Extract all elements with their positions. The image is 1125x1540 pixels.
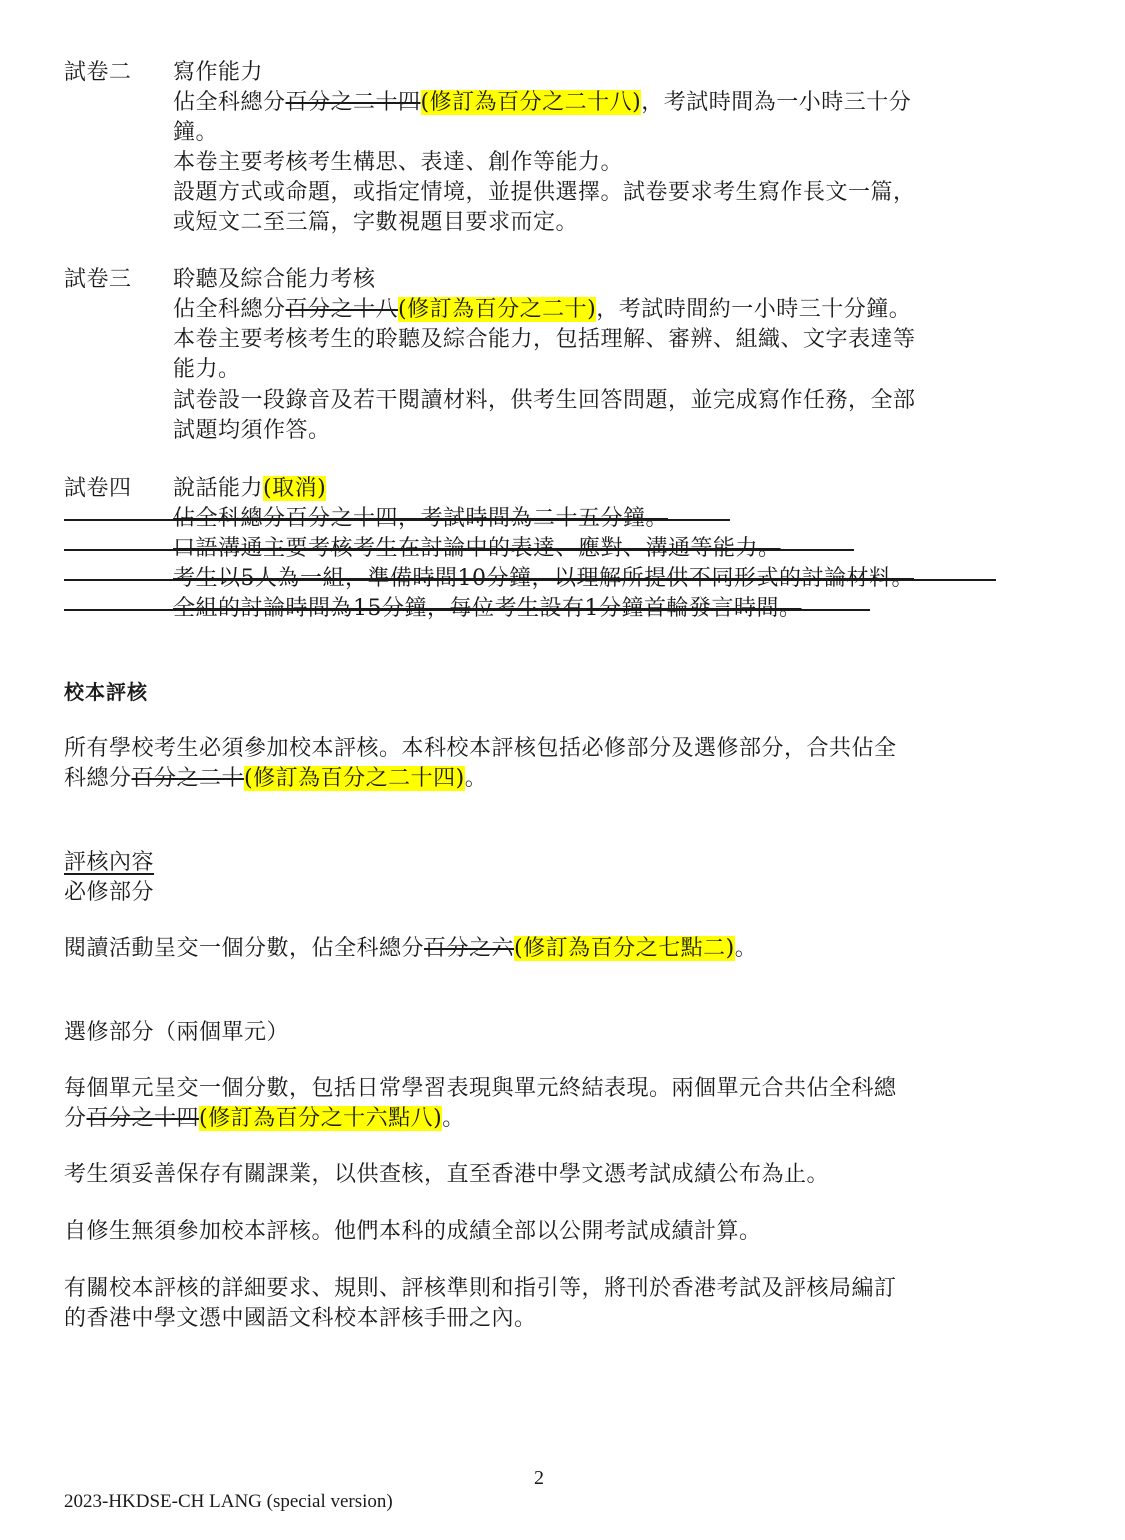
details-line1: 有關校本評核的詳細要求、規則、評核準則和指引等，將刊於香港考試及評核局編訂: [64, 1276, 897, 1301]
details-line2: 的香港中學文憑中國語文科校本評核手冊之內。: [64, 1306, 537, 1331]
sba-heading: 校本評核: [64, 680, 148, 704]
revision-highlight: (修訂為百分之二十): [398, 297, 597, 322]
page-number: 2: [534, 1467, 544, 1489]
deleted-text: 百分之六: [424, 936, 515, 961]
keep-work-line: 考生須妥善保存有關課業，以供查核，直至香港中學文憑考試成績公布為止。: [64, 1162, 830, 1187]
deleted-text: 百分之十四: [86, 1106, 200, 1131]
deleted-text: 百分之二十: [131, 766, 245, 791]
paper3-title: 聆聽及綜合能力考核: [173, 267, 376, 292]
paper2-weighting: 佔全科總分百分之二十四(修訂為百分之二十八)，考試時間為一小時三十分: [173, 90, 912, 115]
paper4-title: 說話能力(取消): [173, 476, 327, 501]
paper4-deleted-line: 口語溝通主要考核考生在討論中的表達、應對、溝通等能力。: [173, 536, 781, 561]
elective-heading: 選修部分（兩個單元）: [64, 1020, 290, 1045]
paper3-line3: 能力。: [173, 357, 241, 382]
paper4-label: 試卷四: [64, 476, 132, 501]
paper3-line5: 試題均須作答。: [173, 418, 331, 443]
paper4-deleted-line: 佔全科總分百分之十四，考試時間為二十五分鐘。: [173, 506, 669, 531]
paper2-label: 試卷二: [64, 60, 132, 85]
private-candidates-line: 自修生無須參加校本評核。他們本科的成績全部以公開考試成績計算。: [64, 1219, 762, 1244]
revision-highlight: (修訂為百分之二十八): [420, 90, 642, 115]
sba-intro-line1: 所有學校考生必須參加校本評核。本科校本評核包括必修部分及選修部分，合共佔全: [64, 736, 897, 761]
elective-line2: 分百分之十四(修訂為百分之十六點八)。: [64, 1106, 465, 1131]
revision-highlight: (修訂為百分之二十四): [244, 766, 465, 791]
paper3-line2: 本卷主要考核考生的聆聽及綜合能力，包括理解、審辨、組織、文字表達等: [173, 327, 916, 352]
paper2-line3: 本卷主要考核考生構思、表達、創作等能力。: [173, 150, 624, 175]
paper3-weighting: 佔全科總分百分之十八(修訂為百分之二十)，考試時間約一小時三十分鐘。: [173, 297, 912, 322]
paper3-label: 試卷三: [64, 267, 132, 292]
deleted-text: 百分之十八: [285, 297, 399, 322]
paper4-deleted-line: 全組的討論時間為15分鐘，每位考生設有1分鐘首輪發言時間。: [173, 596, 802, 621]
content-heading: 評核內容: [64, 850, 155, 875]
paper2-title: 寫作能力: [173, 60, 264, 85]
cancelled-highlight: (取消): [263, 476, 327, 501]
paper2-line5: 或短文二至三篇，字數視題目要求而定。: [173, 210, 579, 235]
revision-highlight: (修訂為百分之七點二): [514, 936, 735, 961]
elective-line1: 每個單元呈交一個分數，包括日常學習表現與單元終結表現。兩個單元合共佔全科總: [64, 1076, 897, 1101]
footer-code: 2023-HKDSE-CH LANG (special version): [64, 1491, 393, 1512]
sba-intro-line2: 科總分百分之二十(修訂為百分之二十四)。: [64, 766, 488, 791]
reading-activity-line: 閱讀活動呈交一個分數，佔全科總分百分之六(修訂為百分之七點二)。: [64, 936, 758, 961]
revision-highlight: (修訂為百分之十六點八): [199, 1106, 443, 1131]
paper2-line4: 設題方式或命題，或指定情境，並提供選擇。試卷要求考生寫作長文一篇，: [173, 180, 916, 205]
compulsory-heading: 必修部分: [64, 880, 155, 905]
paper2-line2: 鐘。: [173, 120, 219, 145]
paper3-line4: 試卷設一段錄音及若干閱讀材料，供考生回答問題，並完成寫作任務，全部: [173, 388, 916, 413]
deleted-text: 百分之二十四: [285, 90, 421, 115]
paper4-deleted-line: 考生以5人為一組，準備時間10分鐘，以理解所提供不同形式的討論材料。: [173, 566, 914, 591]
